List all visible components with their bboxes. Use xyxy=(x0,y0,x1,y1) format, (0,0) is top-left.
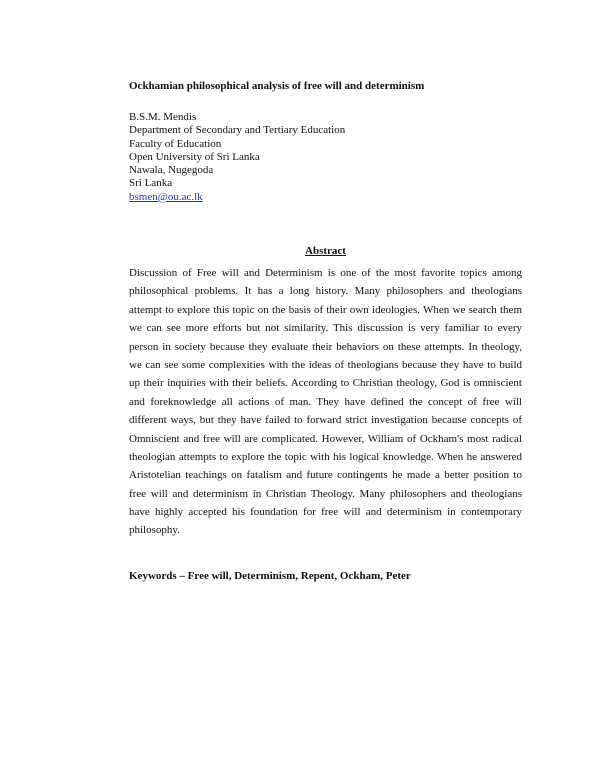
abstract-heading: Abstract xyxy=(305,245,346,257)
abstract-body xyxy=(129,264,522,540)
abstract-line: Omniscient and free will are complicated. However, William of Ockham's most radical xyxy=(129,432,522,445)
affiliation-line: Sri Lanka xyxy=(129,177,173,190)
abstract-line: philosophy. xyxy=(129,524,180,537)
abstract-line: attempt to explore this topic on the basis of their own ideologies. When we search them xyxy=(129,303,522,316)
author-email-line xyxy=(129,191,429,204)
affiliation-line: Department of Secondary and Tertiary Education xyxy=(129,124,346,137)
abstract-line: up their inquiries with their beliefs. According to Christian theology, God is omniscient xyxy=(129,377,522,390)
affiliation-line: Faculty of Education xyxy=(129,137,222,150)
abstract-line: we can see some complexities with the ideas of theologians because they have to build xyxy=(129,358,522,371)
author-block xyxy=(129,111,429,204)
abstract-line: we can see more efforts but not similarity. This discussion is very familiar to every xyxy=(129,322,522,335)
abstract-line: person in society because they evaluate their behaviors on these attempts. In theology, xyxy=(129,340,522,353)
abstract-line: Aristotelian teachings on fatalism and future contingents he made a better position to xyxy=(129,469,522,482)
abstract-line: have highly accepted his foundation for free will and determinism in contemporary xyxy=(129,506,522,519)
abstract-line: different ways, but they have failed to forward strict investigation because concepts of xyxy=(129,414,522,427)
affiliation-line: Open University of Sri Lanka xyxy=(129,150,260,163)
abstract-line: theologian attempts to explore the topic with his logical knowledge. When he answered xyxy=(129,450,522,463)
abstract-line: philosophical problems. It has a long history. Many philosophers and theologians xyxy=(129,285,522,298)
affiliation-line: Nawala, Nugegoda xyxy=(129,164,214,177)
author-name: B.S.M. Mendis xyxy=(129,111,197,123)
abstract-line: free will and determinism in Christian Theology. Many philosophers and theologians xyxy=(129,487,522,500)
keywords-line: Keywords – Free will, Determinism, Repent, Ockham, Peter xyxy=(129,570,411,582)
paper-title: Ockhamian philosophical analysis of free will and determinism xyxy=(129,80,425,92)
abstract-line: and foreknowledge all actions of man. They have defined the concept of free will xyxy=(129,395,522,408)
author-email-link[interactable]: bsmen@ou.ac.lk xyxy=(129,190,203,203)
abstract-line: Discussion of Free will and Determinism is one of the most favorite topics among xyxy=(129,267,522,279)
